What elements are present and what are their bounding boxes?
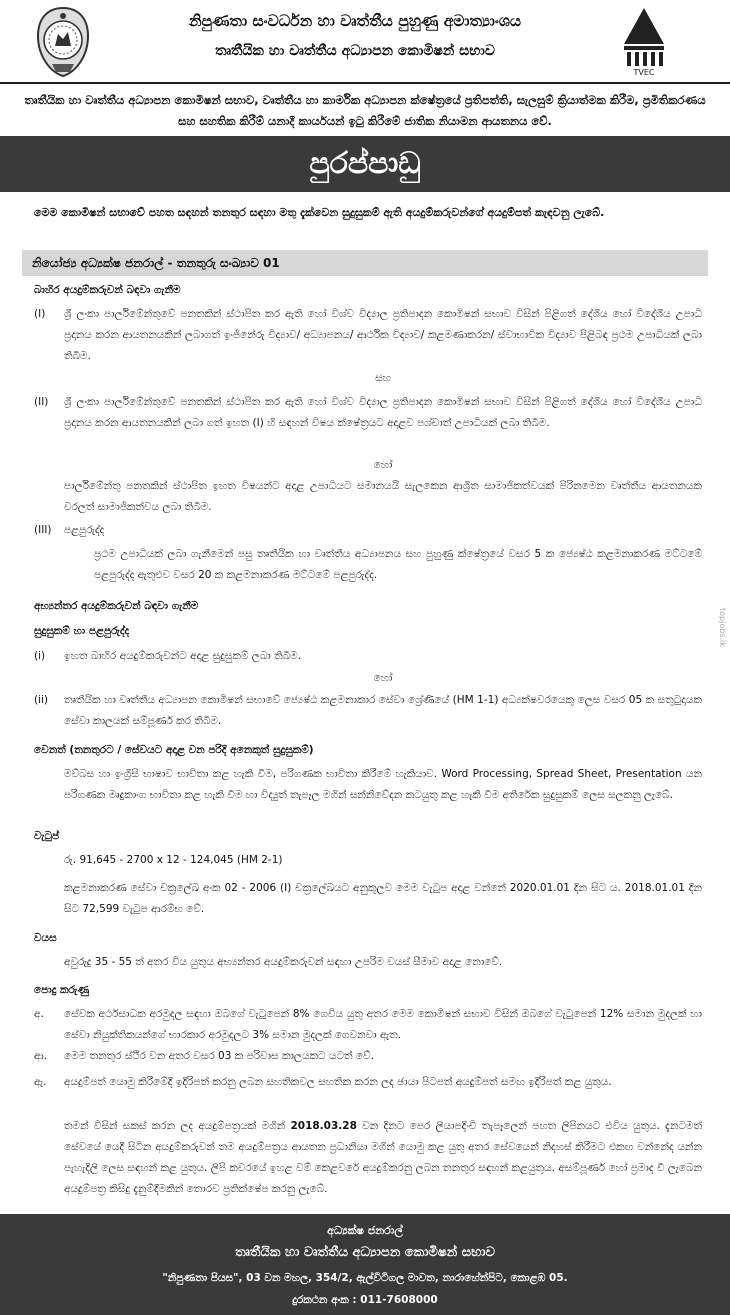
internal-i-text: ඉහත බාහිර අයදුම්කරුවන්ට අදාළ සුදුසුකම් ලබා තිබීම. [64,650,301,662]
header [0,0,730,82]
commission-name: තෘතීයික හා වෘත්තීය අධ්‍යාපන කොමිෂන් සභාව [215,43,495,59]
general-ae-text: අයදුම්පත් යොමු කිරීමේදී ඉදිරිපත් කරනු ලබන සහතිකවල සහතික කරන ලද ඡායා පිටපත් අයදුම්පත් සමඟ ඉදිරිපත් කළ යුතුය. [64,1076,612,1088]
external-ii-number: (II) [34,396,49,408]
internal-ii-text: තෘතීයික හා වෘත්තීය අධ්‍යාපන කොමිෂන් සභාවේ ජ්‍යෙෂ්ඨ කළමනාකාර සේවා ශ්‍රේණියේ (HM 1-1) අධ්‍යක්ෂවරයෙකු ලෙස වසර 05 ක සතුටුදායක සේවා කාලයක් සම්පූර්ණ කර තිබීම. [64,694,702,727]
closing-paragraph [64,1116,702,1200]
footer-organization: තෘතීයික හා වෘත්තීය අධ්‍යාපන කොමිෂන් සභාව [235,1245,495,1260]
footer [0,1214,730,1315]
external-ii-text: ශ්‍රී ලංකා පාර්ලිමේන්තුවේ පනතකින් ස්ථාපිත කර ඇති හෝ විශ්ව විද්‍යාල ප්‍රතිපාදන කොමිෂන් සභාව විසින් පිළිගත් දේශීය හෝ විදේශීය උපාධි ප්‍රදානය කරන ආයතනයකින් ලබා ගත් ඉහත (I) හි සඳහන් විෂය ක්ෂේත්‍රයට අදාළව පශ්චාත් උපාධියක් ලබා තිබීම. [64,396,702,429]
footer-address: "නිපුණතා පියස", 03 වන මහල, 354/2, ඇල්විටිගල මාවත, නාරාහේන්පිට, කොළඹ 05. [162,1272,568,1284]
external-i-number: (I) [34,308,46,320]
closing-text-start: තමන් විසින් සකස් කරන ලද අයදුම්පත්‍රයක් මගින් [64,1120,291,1132]
ministry-name: නිපුණතා සංවර්ධන හා වෘත්තීය පුහුණු අමාත්‍යාංශය [188,12,522,30]
other-heading: වෙනත් (තනතුරට / සේවයට අදාළ වන පරිදි අනෙකුත් සුදුසුකම්) [34,744,314,756]
external-i-text: ශ්‍රී ලංකා පාර්ලිමේන්තුවේ පනතකින් ස්ථාපිත කර ඇති හෝ විශ්ව විද්‍යාල ප්‍රතිපාදන කොමිෂන් සභාව විසින් පිළිගත් දේශීය හෝ විදේශීය උපාධි ප්‍රදානය කරන ආයතනයකින් ලබාගත් ඉංජිනේරු විද්‍යාව/ අධ්‍යාපනය/ ආර්ථික විද්‍යාව/ කළමණාකරන/ ස්වාභාවික විද්‍යාව පිළිබඳ ප්‍රථම උපාධියක් ලබා තිබීම. [64,308,702,362]
closing-date: 2018.03.28 [290,1120,357,1132]
closing-text-end: වන දිනට පෙර ලියාපදිංචි තැපෑලෙන් පහත ලිපිනයට එවිය යුතුය. දැනටමත් සේවයේ යෙදී සිටින අයදුම්කරුවන් තම අයදුම්පත්‍රය ආයතන ප්‍රධානියා මගින් යොමු කළ යුතු අතර සේවයෙන් නිදහස් කිරීමට එකඟ වන්නේද යන්න පැහැදිලි ලෙස සඳහන් කළ යුතුය. ලිපි කවරයේ ඉහළ වම් කෙළවරේ අයදුම්කරනු ලබන තනතුර සඳහන් කළයුතුය. අසම්පූර්ණ හෝ ප්‍රමාද වී ලැබෙන අයදුම්පත්‍ර කිසිදු දැනුම්දීමකින් තොරව ප්‍රතික්ෂේප කරනු ලැබේ. [64,1120,702,1195]
general-a-text: සේවක අර්ථසාධක අරමුදල සඳහා ඔබගේ වැටුපෙන් 8% ගෙවිය යුතු අතර මෙම කොමිෂන් සභාව විසින් ඔබගේ වැටුපෙන් 12% සමාන මුදලක් හා සේවා නියුක්තිකයන්ගේ භාරකාර අරමුදලට 3% සමාන මුදලක් ගෙවනවා ඇත. [64,1008,702,1041]
internal-ii-number: (ii) [34,694,49,706]
internal-i-number: (i) [34,650,46,662]
external-iii-label: පළපුරුද්ද [64,524,105,536]
general-aa-text: මෙම තනතුර ස්ථිර වන අතර වසර 03 ක පරිවාස කාලයකට යටත් වේ. [64,1050,374,1062]
salary-heading: වැටුප් [34,830,60,842]
external-heading: බාහිර අයදුම්කරුවන් බඳවා ගැනීම [34,284,181,296]
general-a-number: අ. [34,1008,44,1020]
external-and: සහ [375,372,391,384]
footer-phone-line [0,1290,730,1310]
salary-text: කළමනාකරණ සේවා චක්‍රලේඛ අංක 02 - 2006 (I) චක්‍රලේඛයට අනුකූලව මෙම වැටුප අදාළ වන්නේ 2020.01.01 දින සිට ය. 2018.01.01 දින සිට 72,599 වැටුප ආරම්භ වේ. [64,882,702,915]
lead-text: මෙම කොමිෂන් සභාවේ පහත සඳහන් තනතුර සඳහා මතු දැක්වෙන සුදුසුකම් ඇති අයදුම්කරුවන්ගේ අයදුම්පත් කැඳවනු ලැබේ. [34,206,605,219]
header-divider [0,82,730,84]
general-aa-number: ආ. [34,1050,48,1062]
internal-subheading: සුදුසුකම් හා පළපුරුද්ද [34,625,130,637]
footer-title: අධ්‍යක්ෂ ජනරාල් [327,1224,403,1237]
external-iii-text: ප්‍රථම උපාධියක් ලබා ගැනීමෙන් පසු තෘතීයික හා වෘත්තීය අධ්‍යාපනය සහ පුහුණු ක්ෂේත්‍රයේ වසර 5 ක ජ්‍යෙෂ්ඨ කළමනාකරණ මට්ටමේ පළපුරුද්ද ඇතුළුව වසර 20 ක කළමනාකරණ මට්ටමේ පළපුරුද්ද. [94,548,702,581]
tvec-logo-text: TVEC [633,68,655,76]
sri-lanka-emblem-icon [30,6,96,78]
general-heading: පොදු කරුණු [34,984,90,996]
internal-heading: අභ්‍යන්තර අයදුම්කරුවන් බඳවා ගැනීම [34,600,199,612]
external-iii-number: (III) [34,524,52,536]
other-text: මව්බස හා ඉංග්‍රීසි භාෂාව භාවිතා කළ හැකි වීම, පරිගණක භාවිතා කිරීමේ හැකියාව. Word Processing, Spread Sheet, Presentation යන පරිගණක මෘදුකාංග භාවිතා කළ හැකි වීම හා විද්‍යුත් තැපෑල මගින් සන්නිවේදන කටයුතු කළ හැකි වීම අතිරේක සුදුසුකම් ලෙස සලකනු ලැබේ. [64,768,702,801]
post-title: නියෝජ්‍ය අධ්‍යක්ෂ ජනරාල් - තනතුරු සංඛ්‍යාව 01 [22,250,708,276]
age-heading: වයස [34,932,57,944]
tvec-logo-icon [612,6,676,76]
watermark: topjobs.lk [718,608,727,647]
vacancies-banner: පුරප්පාඩු [0,136,730,192]
age-text: අවුරුදු 35 - 55 ත් අතර විය යුතුය අභ්‍යන්තර අයදුම්කරුවන් සඳහා උපරිම වයස් සීමාව අදාළ නොවේ. [64,956,503,968]
salary-scale: රු. 91,645 - 2700 x 12 - 124,045 (HM 2-1) [64,854,283,866]
footer-phone: 011-7608000 [360,1294,438,1306]
external-or: හෝ [373,459,393,471]
footer-phone-label: දුරකථන අංක : [292,1294,361,1306]
intro-text: තෘතීයික හා වෘත්තීය අධ්‍යාපන කොමිෂන් සභාව, වෘත්තීය හා කාර්මික අධ්‍යාපන ක්ෂේත්‍රයේ ප්‍රතිපත්ති, සැලසුම් ක්‍රියාත්මක කිරීම, ප්‍රමිතිකරණය සහ සහතික කිරීම් යනාදී කාර්යයන් ඉටු කිරීමේ ජාතික නියාමන ආයතනය වේ. [24,93,706,128]
internal-or: හෝ [373,672,393,684]
external-ii-alternative: පාර්ලිමේන්තු පනතකින් ස්ථාපිත ඉහත විෂයන්ට අදාළ උපාධියට සමානයයි සැලකෙන ආශ්‍රිත සාමාජිකත්වයක් පිරිනමෙන වෘත්තීය ආයතනයක වරලත් සාමාජිකත්වය ලබා තිබීම. [64,480,702,513]
general-ae-number: ඇ. [34,1076,47,1088]
